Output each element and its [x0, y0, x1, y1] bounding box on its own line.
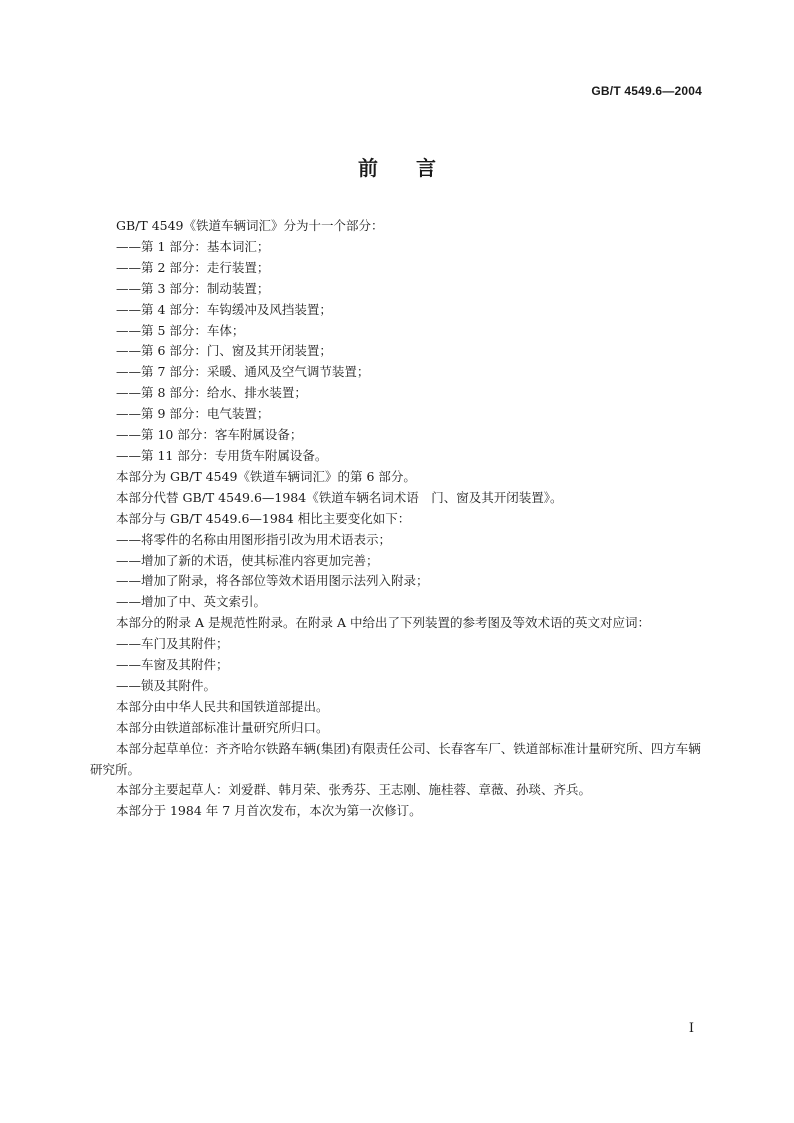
- list-item: ——增加了附录，将各部位等效术语用图示法列入附录；: [116, 573, 429, 589]
- paragraph: 本部分由中华人民共和国铁道部提出。: [116, 698, 329, 714]
- standard-number: GB/T 4549.6—2004: [591, 84, 702, 98]
- page-title: 前言: [358, 156, 474, 180]
- paragraph: 本部分的附录 A 是规范性附录。在附录 A 中给出了下列装置的参考图及等效术语的英文对应词：: [116, 615, 650, 631]
- paragraph: 本部分代替 GB/T 4549.6—1984《铁道车辆名词术语 门、窗及其开闭装置》。: [116, 489, 563, 505]
- paragraph: GB/T 4549《铁道车辆词汇》分为十一个部分：: [116, 218, 384, 233]
- list-item: ——第 10 部分：客车附属设备；: [116, 427, 303, 443]
- paragraph: 本部分为 GB/T 4549《铁道车辆词汇》的第 6 部分。: [116, 468, 416, 484]
- list-item: ——车窗及其附件；: [116, 657, 229, 673]
- list-item: ——第 7 部分：采暖、通风及空气调节装置；: [116, 364, 370, 380]
- list-item: ——第 2 部分：走行装置；: [116, 259, 270, 275]
- list-item: ——车门及其附件；: [116, 636, 229, 652]
- list-item: ——第 1 部分：基本词汇；: [116, 238, 270, 254]
- page-number: I: [688, 1021, 694, 1036]
- list-item: ——锁及其附件。: [116, 677, 217, 693]
- list-item: ——增加了新的术语，使其标准内容更加完善；: [116, 552, 379, 568]
- paragraph: 本部分起草单位：齐齐哈尔铁路车辆(集团)有限责任公司、长春客车厂、铁道部标准计量研究所、四方车辆研究所。: [90, 740, 701, 777]
- paragraph: 本部分与 GB/T 4549.6—1984 相比主要变化如下：: [116, 510, 411, 526]
- list-item: ——增加了中、英文索引。: [116, 594, 267, 610]
- list-item: ——第 6 部分：门、窗及其开闭装置；: [116, 343, 332, 359]
- paragraph: 本部分由铁道部标准计量研究所归口。: [116, 719, 329, 735]
- list-item: ——将零件的名称由用图形指引改为用术语表示；: [116, 531, 392, 547]
- paragraph: 本部分主要起草人：刘爱群、韩月荣、张秀芬、王志刚、施桂蓉、章薇、孙琰、齐兵。: [116, 782, 592, 798]
- document-body: [90, 216, 712, 822]
- list-item: ——第 4 部分：车钩缓冲及风挡装置；: [116, 301, 332, 317]
- list-item: ——第 11 部分：专用货车附属设备。: [116, 447, 328, 463]
- list-item: ——第 3 部分：制动装置；: [116, 280, 270, 296]
- list-item: ——第 9 部分：电气装置；: [116, 406, 270, 422]
- list-item: ——第 8 部分：给水、排水装置；: [116, 385, 307, 401]
- list-item: ——第 5 部分：车体；: [116, 322, 245, 338]
- paragraph: 本部分于 1984 年 7 月首次发布，本次为第一次修订。: [116, 803, 422, 819]
